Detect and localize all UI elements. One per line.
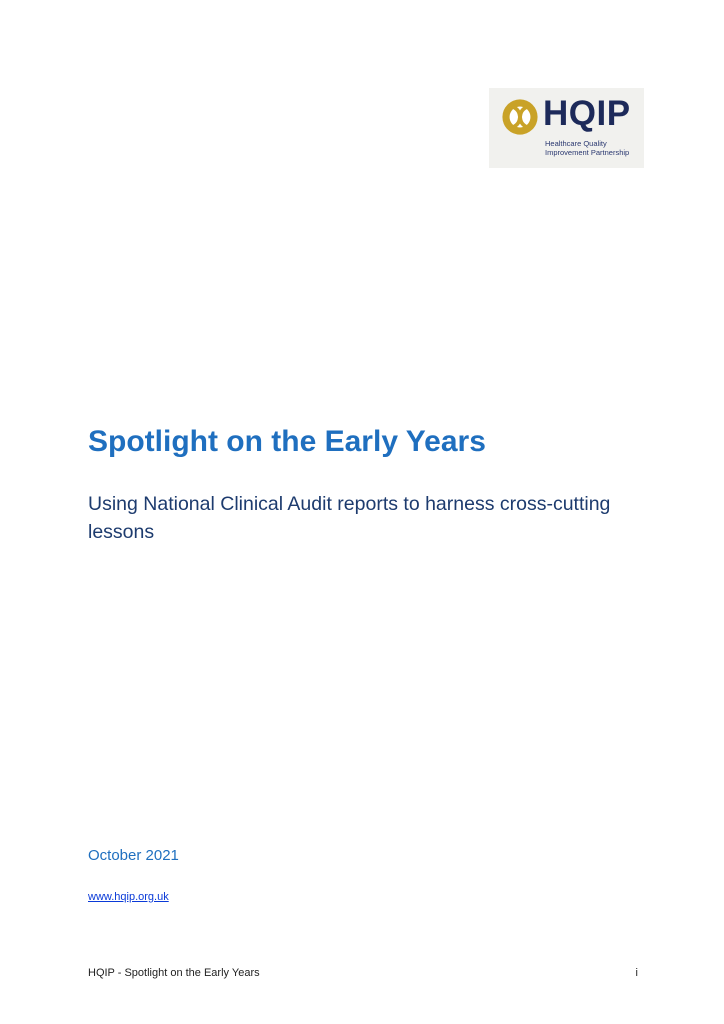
document-title: Spotlight on the Early Years: [88, 425, 486, 458]
footer-text: HQIP - Spotlight on the Early Years: [88, 967, 260, 979]
document-subtitle: Using National Clinical Audit reports to harness cross-cutting lessons: [88, 493, 611, 543]
page-number: i: [635, 967, 638, 979]
logo-wordmark: HQIP: [543, 94, 631, 133]
hqip-logo-icon: [501, 98, 539, 136]
logo-tagline: [545, 139, 629, 157]
publication-date: October 2021: [88, 847, 179, 864]
logo-tagline-line1: Healthcare Quality: [545, 139, 607, 148]
website-link[interactable]: www.hqip.org.uk: [88, 891, 169, 903]
hqip-logo: [489, 88, 644, 168]
logo-tagline-line2: Improvement Partnership: [545, 148, 630, 157]
